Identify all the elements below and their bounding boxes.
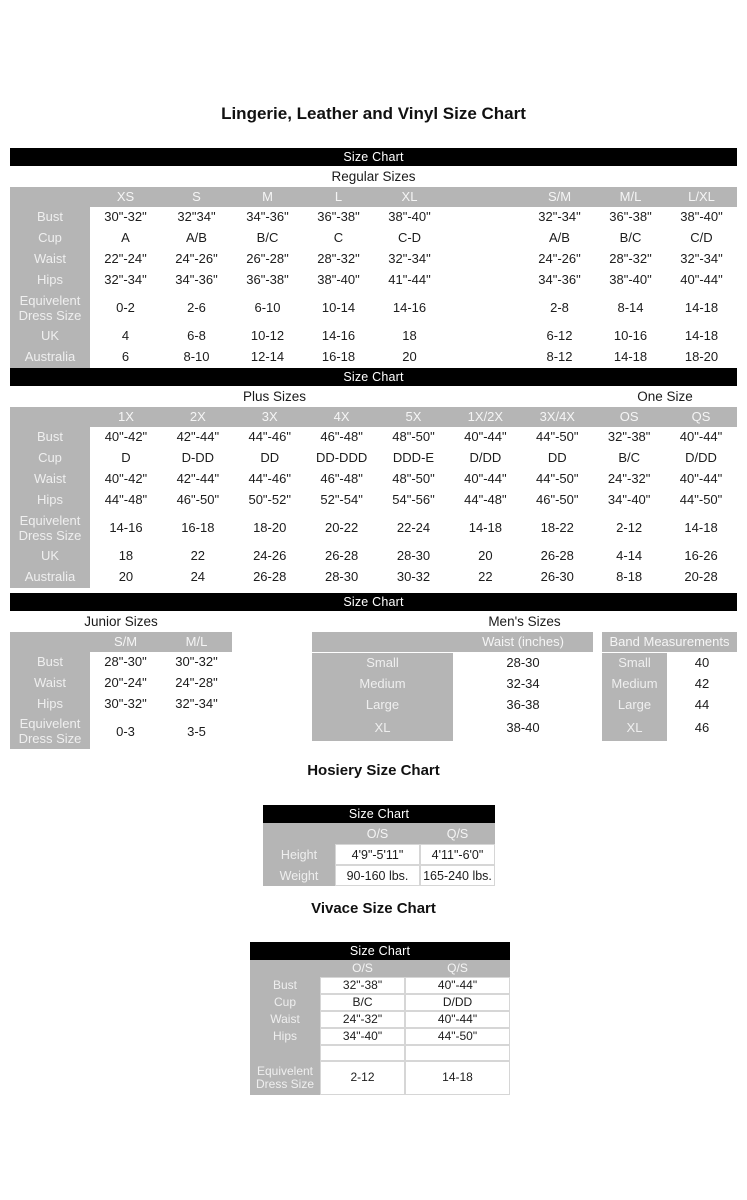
cell: 2-6: [161, 291, 232, 326]
cell: 14-18: [449, 511, 521, 546]
waist-cell: 36-38: [453, 695, 593, 716]
cell: D/DD: [665, 448, 737, 469]
cell: C/D: [666, 228, 737, 249]
cell: 34"-36": [524, 270, 595, 291]
cell: D-DD: [162, 448, 234, 469]
cell: 26-28: [306, 546, 378, 567]
column-header: L: [303, 187, 374, 207]
column-header: M/L: [161, 632, 232, 652]
cell: 20: [374, 347, 445, 368]
corner-cell: [250, 960, 320, 977]
band-row-label: Large: [602, 695, 667, 716]
cell: 34"-40": [320, 1028, 405, 1045]
cell: A: [90, 228, 161, 249]
cell: D/DD: [449, 448, 521, 469]
cell: 26"-28": [232, 249, 303, 270]
cell: 26-28: [234, 567, 306, 588]
row-label: Waist: [10, 249, 90, 270]
cell: 52"-54": [306, 490, 378, 511]
cell: 24"-32": [593, 469, 665, 490]
regular-sizes-label: Regular Sizes: [331, 169, 416, 184]
vivace-sizes-table: [250, 960, 510, 1095]
row-label: Hips: [10, 270, 90, 291]
row-label: UK: [10, 326, 90, 347]
cell: 18-20: [666, 347, 737, 368]
column-header: 5X: [378, 407, 450, 427]
cell: 20-28: [665, 567, 737, 588]
row-label: Medium: [312, 674, 453, 695]
gap-cell: [593, 653, 602, 674]
cell: 40"-42": [90, 469, 162, 490]
column-header: XL: [374, 187, 445, 207]
cell: 42"-44": [162, 469, 234, 490]
cell: 32"-34": [374, 249, 445, 270]
cell: 22"-24": [90, 249, 161, 270]
cell: 24"-26": [161, 249, 232, 270]
mens-sizes-table: [312, 632, 737, 741]
cell: 40"-42": [90, 427, 162, 448]
cell: 22: [162, 546, 234, 567]
row-label: Bust: [250, 977, 320, 994]
cell: 32"-34": [524, 207, 595, 228]
cell: 44"-48": [449, 490, 521, 511]
vivace-chart-title: Vivace Size Chart: [311, 900, 436, 917]
junior-sizes-label: Junior Sizes: [84, 614, 158, 629]
cell: 24-26: [234, 546, 306, 567]
row-label: Bust: [10, 427, 90, 448]
cell: 16-26: [665, 546, 737, 567]
cell: 6: [90, 347, 161, 368]
waist-column-header: Waist (inches): [453, 632, 593, 652]
cell: 22-24: [378, 511, 450, 546]
cell: 44"-46": [234, 469, 306, 490]
cell: [445, 228, 524, 249]
regular-sizes-table: [10, 187, 737, 368]
hosiery-chart-title: Hosiery Size Chart: [307, 762, 440, 779]
cell: D: [90, 448, 162, 469]
cell: 8-12: [524, 347, 595, 368]
column-header: 1X/2X: [449, 407, 521, 427]
size-chart-banner: Size Chart: [10, 593, 737, 611]
mens-sizes-label: Men's Sizes: [488, 614, 561, 629]
cell: 32"-38": [320, 977, 405, 994]
cell: 36"-38": [232, 270, 303, 291]
cell: 0-3: [90, 715, 161, 749]
cell: 14-16: [90, 511, 162, 546]
gap-cell: [593, 632, 602, 653]
plus-sizes-header-row: [10, 386, 737, 407]
cell: 6-12: [524, 326, 595, 347]
cell: 10-14: [303, 291, 374, 326]
junior-sizes-table: [10, 632, 232, 749]
cell: B/C: [593, 448, 665, 469]
cell: 26-28: [521, 546, 593, 567]
cell: 36"-38": [303, 207, 374, 228]
row-label: XL: [312, 716, 453, 741]
row-label: Equivelent Dress Size: [250, 1061, 320, 1095]
row-label: Waist: [250, 1011, 320, 1028]
band-row-label: XL: [602, 716, 667, 741]
row-label: Bust: [10, 207, 90, 228]
cell: 36"-38": [595, 207, 666, 228]
cell: [445, 347, 524, 368]
gap-cell: [593, 716, 602, 741]
row-label: Australia: [10, 567, 90, 588]
column-header: 3X/4X: [521, 407, 593, 427]
cell: 12-14: [232, 347, 303, 368]
row-label: Cup: [250, 994, 320, 1011]
column-header: M/L: [595, 187, 666, 207]
cell: 46"-48": [306, 469, 378, 490]
cell: 20-22: [306, 511, 378, 546]
cell: 14-16: [303, 326, 374, 347]
cell: B/C: [595, 228, 666, 249]
cell: 30"-32": [90, 207, 161, 228]
row-label: Small: [312, 653, 453, 674]
corner-cell: [263, 823, 335, 844]
corner-cell: [312, 632, 453, 652]
cell: 30-32: [378, 567, 450, 588]
hosiery-sizes-table: [263, 823, 495, 886]
cell: 28"-32": [595, 249, 666, 270]
cell: 20: [449, 546, 521, 567]
column-header: Q/S: [420, 823, 495, 844]
corner-cell: [10, 187, 90, 207]
cell: 24"-26": [524, 249, 595, 270]
lingerie-size-chart-section: [10, 148, 737, 774]
cell: 38"-40": [666, 207, 737, 228]
cell: 10-16: [595, 326, 666, 347]
cell: D/DD: [405, 994, 510, 1011]
cell: 40"-44": [666, 270, 737, 291]
cell: 34"-40": [593, 490, 665, 511]
waist-cell: 28-30: [453, 653, 593, 674]
junior-mens-tables-row: [10, 632, 737, 774]
page-title: Lingerie, Leather and Vinyl Size Chart: [221, 104, 526, 123]
cell: DDD-E: [378, 448, 450, 469]
column-header: L/XL: [666, 187, 737, 207]
cell: 40"-44": [405, 977, 510, 994]
row-label: Equivelent Dress Size: [10, 511, 90, 546]
cell: 54"-56": [378, 490, 450, 511]
band-cell: 42: [667, 674, 737, 695]
cell: 24"-32": [320, 1011, 405, 1028]
cell: 165-240 lbs.: [420, 865, 495, 886]
cell: 20: [90, 567, 162, 588]
cell: 0-2: [90, 291, 161, 326]
row-label: Cup: [10, 228, 90, 249]
cell: 2-8: [524, 291, 595, 326]
plus-sizes-table: [10, 407, 737, 588]
column-header: 2X: [162, 407, 234, 427]
cell: 28"-30": [90, 652, 161, 673]
cell: 40"-44": [449, 469, 521, 490]
band-cell: 40: [667, 653, 737, 674]
cell: [445, 291, 524, 326]
column-header: OS: [593, 407, 665, 427]
cell: C-D: [374, 228, 445, 249]
junior-mens-header-row: [10, 611, 737, 632]
cell: 38"-40": [303, 270, 374, 291]
cell: 4: [90, 326, 161, 347]
cell: DD: [521, 448, 593, 469]
cell: 14-18: [405, 1061, 510, 1095]
cell: [445, 326, 524, 347]
cell: 24"-28": [161, 673, 232, 694]
cell: 38"-40": [595, 270, 666, 291]
cell: C: [303, 228, 374, 249]
row-label: Bust: [10, 652, 90, 673]
cell: 18-22: [521, 511, 593, 546]
cell: 44"-50": [521, 469, 593, 490]
cell: [445, 270, 524, 291]
column-header: XS: [90, 187, 161, 207]
cell: B/C: [232, 228, 303, 249]
cell: 32"-34": [161, 694, 232, 715]
regular-sizes-header-row: [10, 166, 737, 187]
size-chart-banner: Size Chart: [263, 805, 495, 823]
cell: 10-12: [232, 326, 303, 347]
cell: [445, 207, 524, 228]
cell: [445, 249, 524, 270]
one-size-label: One Size: [637, 389, 693, 404]
cell: 34"-36": [161, 270, 232, 291]
row-label: Equivelent Dress Size: [10, 291, 90, 326]
band-column-header: Band Measurements: [602, 632, 737, 652]
corner-cell: [10, 632, 90, 652]
cell: 8-18: [593, 567, 665, 588]
cell: 2-12: [320, 1061, 405, 1095]
band-cell: 46: [667, 716, 737, 741]
column-header: 3X: [234, 407, 306, 427]
row-label: [250, 1045, 320, 1061]
cell: 16-18: [303, 347, 374, 368]
row-label: Australia: [10, 347, 90, 368]
row-label: UK: [10, 546, 90, 567]
cell: 30"-32": [90, 694, 161, 715]
row-label: Hips: [250, 1028, 320, 1045]
cell: 32"34": [161, 207, 232, 228]
cell: 30"-32": [161, 652, 232, 673]
cell: 14-18: [595, 347, 666, 368]
row-label: Waist: [10, 469, 90, 490]
cell: 46"-50": [162, 490, 234, 511]
cell: 20"-24": [90, 673, 161, 694]
cell: 44"-46": [234, 427, 306, 448]
column-header: 1X: [90, 407, 162, 427]
gap-cell: [593, 695, 602, 716]
row-label: Large: [312, 695, 453, 716]
size-chart-banner: Size Chart: [250, 942, 510, 960]
cell: 24: [162, 567, 234, 588]
hosiery-size-chart-section: [263, 805, 495, 886]
cell: 34"-36": [232, 207, 303, 228]
cell: [405, 1045, 510, 1061]
cell: 14-16: [374, 291, 445, 326]
cell: 28-30: [306, 567, 378, 588]
cell: 4'9"-5'11": [335, 844, 420, 865]
column-header: O/S: [335, 823, 420, 844]
row-label: Hips: [10, 694, 90, 715]
row-label: Cup: [10, 448, 90, 469]
cell: 42"-44": [162, 427, 234, 448]
column-header: [445, 187, 524, 207]
cell: 44"-50": [405, 1028, 510, 1045]
column-header: S/M: [524, 187, 595, 207]
size-chart-banner: Size Chart: [10, 148, 737, 166]
cell: 28-30: [378, 546, 450, 567]
band-row-label: Medium: [602, 674, 667, 695]
corner-cell: [10, 407, 90, 427]
row-label: Weight: [263, 865, 335, 886]
cell: 18-20: [234, 511, 306, 546]
column-header: S/M: [90, 632, 161, 652]
cell: A/B: [524, 228, 595, 249]
cell: 40"-44": [665, 427, 737, 448]
column-header: S: [161, 187, 232, 207]
cell: 6-8: [161, 326, 232, 347]
cell: 18: [90, 546, 162, 567]
column-header: O/S: [320, 960, 405, 977]
cell: DD-DDD: [306, 448, 378, 469]
cell: 4-14: [593, 546, 665, 567]
vivace-size-chart-section: [250, 942, 510, 1095]
cell: 14-18: [666, 291, 737, 326]
row-label: Height: [263, 844, 335, 865]
band-cell: 44: [667, 695, 737, 716]
cell: 50"-52": [234, 490, 306, 511]
size-chart-banner: Size Chart: [10, 368, 737, 386]
cell: A/B: [161, 228, 232, 249]
cell: 8-14: [595, 291, 666, 326]
cell: 22: [449, 567, 521, 588]
column-header: 4X: [306, 407, 378, 427]
row-label: Waist: [10, 673, 90, 694]
cell: 4'11"-6'0": [420, 844, 495, 865]
cell: DD: [234, 448, 306, 469]
row-label: Hips: [10, 490, 90, 511]
cell: 14-18: [665, 511, 737, 546]
cell: 46"-48": [306, 427, 378, 448]
cell: 38"-40": [374, 207, 445, 228]
band-row-label: Small: [602, 653, 667, 674]
cell: 6-10: [232, 291, 303, 326]
waist-cell: 38-40: [453, 716, 593, 741]
column-header: Q/S: [405, 960, 510, 977]
column-header: QS: [665, 407, 737, 427]
cell: 14-18: [666, 326, 737, 347]
cell: 40"-44": [665, 469, 737, 490]
cell: 32"-34": [666, 249, 737, 270]
cell: 44"-50": [665, 490, 737, 511]
plus-sizes-label: Plus Sizes: [242, 389, 307, 404]
cell: 32"-34": [90, 270, 161, 291]
cell: 26-30: [521, 567, 593, 588]
cell: 40"-44": [449, 427, 521, 448]
cell: 2-12: [593, 511, 665, 546]
cell: 90-160 lbs.: [335, 865, 420, 886]
row-label: Equivelent Dress Size: [10, 715, 90, 749]
cell: 41"-44": [374, 270, 445, 291]
cell: 44"-48": [90, 490, 162, 511]
cell: B/C: [320, 994, 405, 1011]
column-header: M: [232, 187, 303, 207]
cell: 48"-50": [378, 469, 450, 490]
gap-cell: [593, 674, 602, 695]
cell: [320, 1045, 405, 1061]
waist-cell: 32-34: [453, 674, 593, 695]
cell: 32"-38": [593, 427, 665, 448]
cell: 48"-50": [378, 427, 450, 448]
cell: 8-10: [161, 347, 232, 368]
cell: 46"-50": [521, 490, 593, 511]
cell: 28"-32": [303, 249, 374, 270]
cell: 3-5: [161, 715, 232, 749]
cell: 44"-50": [521, 427, 593, 448]
cell: 18: [374, 326, 445, 347]
cell: 40"-44": [405, 1011, 510, 1028]
cell: 16-18: [162, 511, 234, 546]
